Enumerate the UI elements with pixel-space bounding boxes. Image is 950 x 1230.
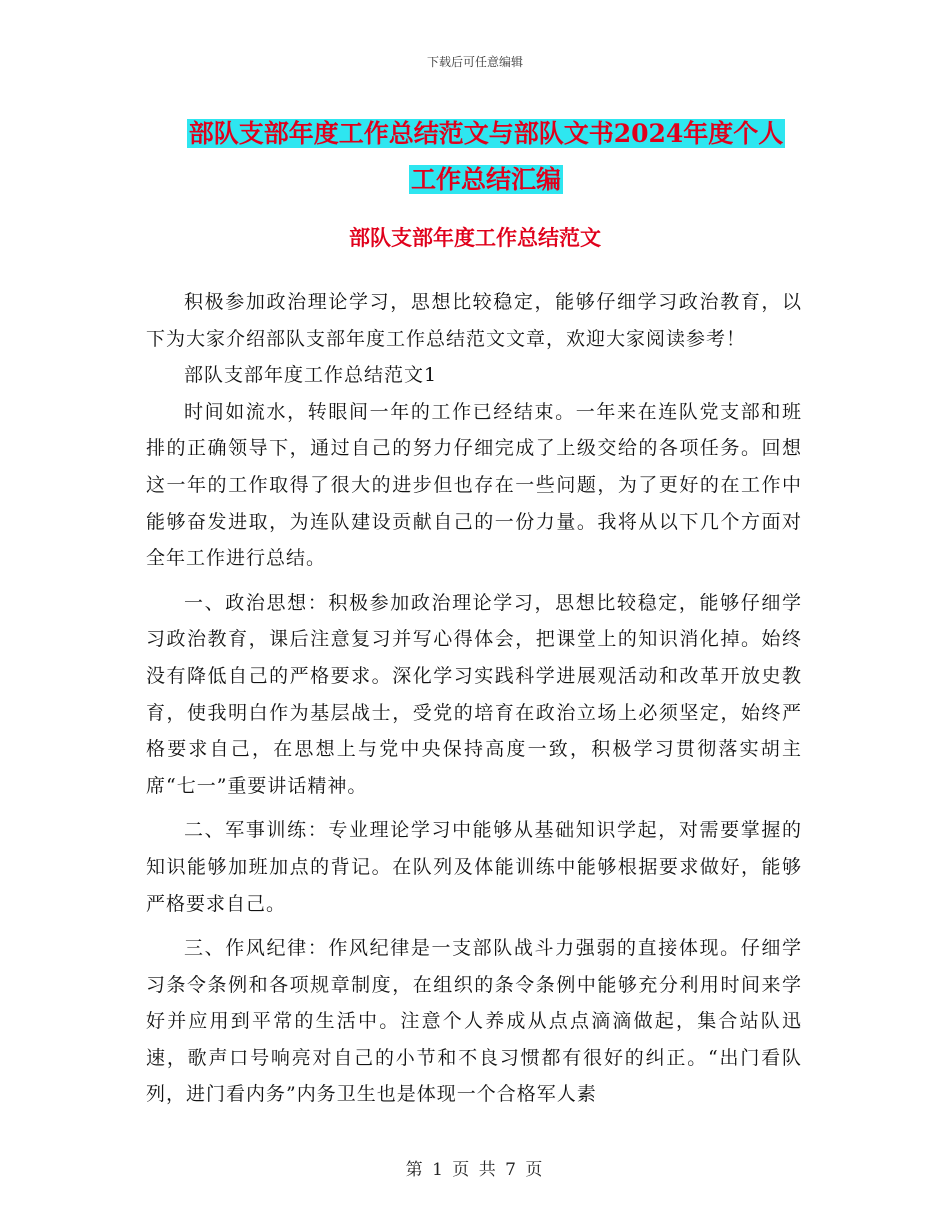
paragraph-intro: 积极参加政治理论学习，思想比较稳定，能够仔细学习政治教育，以下为大家介绍部队支部年度工作总结范文文章，欢迎大家阅读参考！ [146, 291, 802, 350]
paragraph-overview: 时间如流水，转眼间一年的工作已经结束。一年来在连队党支部和班排的正确领导下，通过自己的努力仔细完成了上级交给的各项任务。回想这一年的工作取得了很大的进步但也存在一些问题，为了更好的在工作中能够奋发进取，为连队建设贡献自己的一份力量。我将从以下几个方面对全年工作进行总结。 [146, 400, 802, 570]
header-note: 下载后可任意编辑 [426, 55, 523, 69]
document-body [146, 284, 802, 1113]
paragraph-military-training: 二、军事训练：专业理论学习中能够从基础知识学起，对需要掌握的知识能够加班加点的背记。在队列及体能训练中能够根据要求做好，能够严格要求自己。 [146, 819, 802, 915]
page-number: 第 1 页 共 7 页 [405, 1160, 545, 1180]
paragraph-subheading: 部队支部年度工作总结范文1 [184, 364, 438, 387]
paragraph-political: 一、政治思想：积极参加政治理论学习，思想比较稳定，能够仔细学习政治教育，课后注意复习并写心得体会，把课堂上的知识消化掉。始终没有降低自己的严格要求。深化学习实践科学进展观活动和改革开放史教育，使我明白作为基层战士，受党的培育在政治立场上必须坚定，始终严格要求自己，在思想上与党中央保持高度一致，积极学习贯彻落实胡主席“七一”重要讲话精神。 [146, 591, 802, 797]
document-title [146, 111, 826, 203]
paragraph-discipline: 三、作风纪律：作风纪律是一支部队战斗力强弱的直接体现。仔细学习条令条例和各项规章制度，在组织的条令条例中能够充分利用时间来学好并应用到平常的生活中。注意个人养成从点点滴滴做起，集合站队迅速，歌声口号响亮对自己的小节和不良习惯都有很好的纠正。“出门看队列，进门看内务”内务卫生也是体现一个合格军人素 [146, 937, 802, 1106]
document-title-line-1: 部队支部年度工作总结范文与部队文书2024年度个人 [188, 119, 784, 148]
section-title: 部队支部年度工作总结范文 [349, 225, 601, 250]
document-title-line-2: 工作总结汇编 [410, 165, 561, 194]
